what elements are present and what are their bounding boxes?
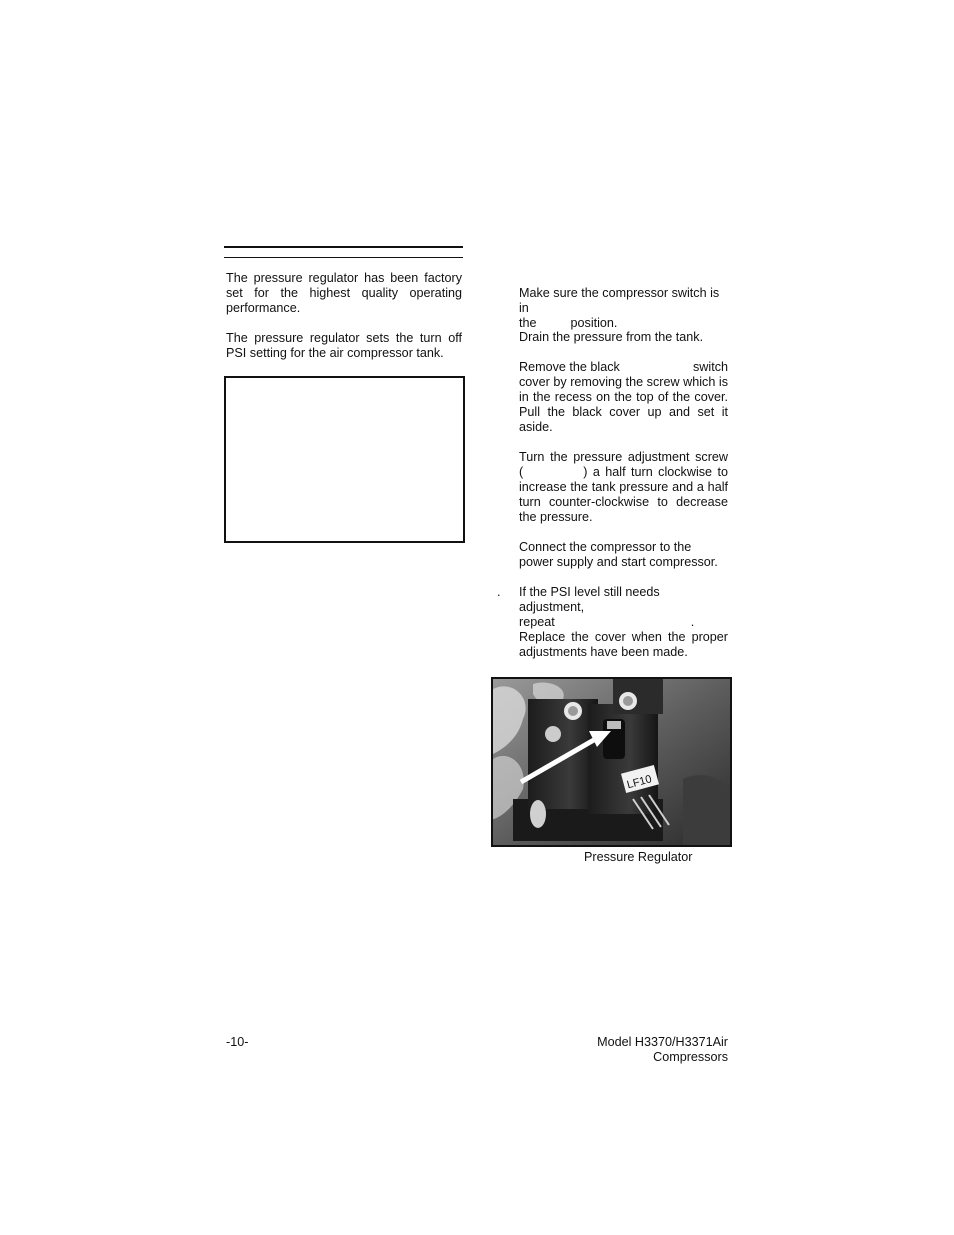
- step-3: [519, 360, 728, 435]
- step-1-line-1: Make sure the compressor switch is in: [519, 286, 720, 315]
- step-6-line-2: repeat .: [519, 615, 695, 629]
- step-6-line-1: If the PSI level still needs adjustment,: [519, 585, 660, 614]
- step-7: Replace the cover when the proper adjustments have been made.: [519, 630, 728, 659]
- step-1: [519, 286, 728, 331]
- step-4-line-2: ( ) a half turn clockwise to: [519, 465, 728, 479]
- lf10-label: LF10: [625, 773, 654, 792]
- pressure-regulator-photo: [491, 677, 732, 847]
- section-rule-bottom: [224, 257, 463, 258]
- step-5: Connect the compressor to the power supply and start compressor.: [519, 540, 718, 569]
- step-3-body: cover by removing the screw which is in the recess on the top of the cover. Pull the black cover up and set it aside.: [519, 375, 728, 434]
- callout-box: [224, 376, 465, 543]
- step-4-line-1: Turn the pressure adjustment screw: [519, 450, 728, 464]
- figure-caption: Pressure Regulator: [584, 850, 693, 864]
- intro-paragraph-1: The pressure regulator has been factory set for the highest quality operating performance.: [226, 271, 462, 315]
- step-2: Drain the pressure from the tank.: [519, 330, 704, 344]
- footer-model: Model H3370/H3371Air Compressors: [597, 1035, 728, 1064]
- intro-paragraph-2: The pressure regulator sets the turn off PSI setting for the air compressor tank.: [226, 331, 462, 360]
- step-1-line-2: the position.: [519, 316, 618, 330]
- step-6: [519, 585, 728, 630]
- step-4: [519, 450, 728, 525]
- step-4-body: increase the tank pressure and a half turn counter-clockwise to decrease the pressure.: [519, 480, 728, 524]
- page-number: -10-: [226, 1035, 249, 1049]
- pressure-regulator-illustration: [493, 679, 730, 845]
- step-3-line-1: Remove the black switch: [519, 360, 728, 374]
- step-6-marker: .: [497, 585, 501, 599]
- section-rule-top: [224, 246, 463, 248]
